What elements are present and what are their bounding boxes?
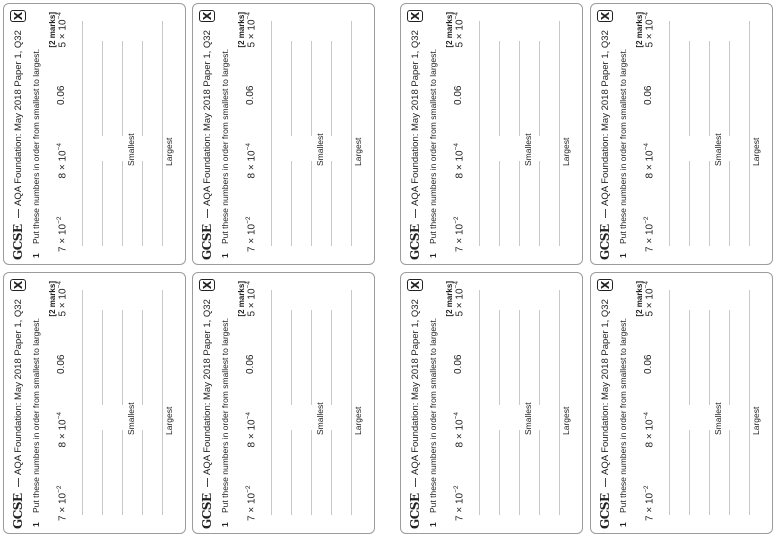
worksheet-card	[400, 3, 583, 265]
smallest-label: Smallest	[523, 133, 533, 166]
question-text: Put these numbers in order from smallest to largest.	[428, 317, 438, 513]
answer-line[interactable]	[749, 21, 750, 246]
number-base: 7 × 10	[454, 223, 466, 252]
card-header	[197, 10, 217, 260]
numbers-row	[643, 12, 655, 252]
number-item	[453, 86, 465, 105]
worksheet-card	[400, 272, 583, 534]
numbers-row	[56, 12, 68, 252]
question-line	[31, 279, 41, 527]
number-exponent: −4	[245, 12, 252, 20]
answer-line[interactable]	[291, 41, 292, 136]
card-header	[595, 10, 615, 260]
number-base: 0.06	[56, 85, 67, 105]
number-item	[453, 216, 465, 252]
number-item	[245, 12, 257, 48]
numbers-row	[245, 12, 257, 252]
number-item	[643, 355, 655, 374]
card-header	[595, 279, 615, 529]
number-exponent: −2	[245, 216, 252, 224]
answer-line[interactable]	[709, 430, 710, 515]
exam-title: AQA Foundation: May 2018 Paper 1, Q32	[409, 30, 421, 206]
number-item	[643, 143, 655, 179]
maths-logo-icon	[10, 10, 26, 22]
answer-line[interactable]	[311, 41, 312, 136]
number-base: 7 × 10	[644, 492, 656, 521]
header-dash	[207, 478, 208, 487]
logo-glyph: X	[200, 11, 214, 21]
answer-line[interactable]	[519, 41, 520, 136]
worksheet-sheet	[401, 273, 583, 534]
number-base: 7 × 10	[454, 492, 466, 521]
question-text: Put these numbers in order from smallest to largest.	[31, 48, 41, 244]
answer-line[interactable]	[559, 21, 560, 246]
question-line	[618, 10, 628, 258]
answer-line[interactable]	[82, 290, 83, 515]
number-exponent: −4	[643, 12, 650, 20]
answer-line[interactable]	[749, 290, 750, 515]
number-item	[453, 485, 465, 521]
question-text: Put these numbers in order from smallest to largest.	[220, 317, 230, 513]
answer-line[interactable]	[102, 41, 103, 136]
question-text: Put these numbers in order from smallest to largest.	[618, 48, 628, 244]
answer-line[interactable]	[669, 21, 670, 246]
worksheet-card	[3, 272, 186, 534]
answer-line[interactable]	[669, 290, 670, 515]
number-exponent: −2	[643, 485, 650, 493]
worksheet-sheet	[591, 273, 773, 534]
number-item	[56, 281, 68, 317]
question-line	[220, 10, 230, 258]
answer-line[interactable]	[102, 161, 103, 246]
question-text: Put these numbers in order from smallest to largest.	[31, 317, 41, 513]
answer-line[interactable]	[271, 290, 272, 515]
answer-line[interactable]	[519, 310, 520, 405]
header-dash	[605, 209, 606, 218]
answer-line[interactable]	[539, 430, 540, 515]
question-number: 1	[31, 522, 41, 527]
numbers-row	[453, 281, 465, 521]
exam-title: AQA Foundation: May 2018 Paper 1, Q32	[201, 299, 213, 475]
number-exponent: −4	[643, 281, 650, 289]
number-base: 8 × 10	[57, 419, 69, 448]
number-exponent: −4	[453, 281, 460, 289]
question-line	[31, 10, 41, 258]
number-item	[453, 143, 465, 179]
logo-glyph: X	[408, 11, 422, 21]
number-base: 8 × 10	[644, 150, 656, 179]
smallest-label: Smallest	[126, 402, 136, 435]
answer-line[interactable]	[291, 430, 292, 515]
question-text: Put these numbers in order from smallest to largest.	[428, 48, 438, 244]
header-dash	[605, 478, 606, 487]
question-number: 1	[31, 253, 41, 258]
logo-glyph: X	[11, 280, 25, 290]
answer-line[interactable]	[479, 21, 480, 246]
question-number: 1	[618, 253, 628, 258]
number-exponent: −2	[453, 216, 460, 224]
answer-line[interactable]	[311, 430, 312, 515]
question-number: 1	[428, 253, 438, 258]
answer-line[interactable]	[729, 161, 730, 246]
answer-line[interactable]	[539, 161, 540, 246]
number-item	[453, 412, 465, 448]
largest-label: Largest	[353, 137, 363, 166]
answer-line[interactable]	[331, 310, 332, 405]
gcse-brand: GCSE	[408, 224, 422, 260]
exam-title: AQA Foundation: May 2018 Paper 1, Q32	[12, 30, 24, 206]
answer-line[interactable]	[162, 21, 163, 246]
answer-line[interactable]	[499, 310, 500, 405]
marks-label: [2 marks]	[237, 12, 246, 48]
header-dash	[415, 209, 416, 218]
number-base: 5 × 10	[454, 288, 466, 317]
card-header	[8, 10, 28, 260]
answer-line[interactable]	[479, 290, 480, 515]
answer-line[interactable]	[142, 161, 143, 246]
number-base: 8 × 10	[57, 150, 69, 179]
number-base: 7 × 10	[246, 492, 258, 521]
number-item	[643, 281, 655, 317]
maths-logo-icon	[10, 279, 26, 291]
number-exponent: −2	[56, 216, 63, 224]
number-exponent: −4	[245, 411, 252, 420]
numbers-row	[643, 281, 655, 521]
number-item	[643, 412, 655, 448]
answer-line[interactable]	[709, 161, 710, 246]
number-item	[453, 281, 465, 317]
card-header	[405, 10, 425, 260]
marks-label: [2 marks]	[445, 12, 454, 48]
question-text: Put these numbers in order from smallest to largest.	[618, 317, 628, 513]
answer-line[interactable]	[331, 430, 332, 515]
worksheet-sheet	[4, 273, 186, 534]
number-base: 5 × 10	[246, 288, 258, 317]
marks-label: [2 marks]	[635, 12, 644, 48]
number-base: 5 × 10	[644, 19, 656, 48]
number-exponent: −2	[56, 485, 63, 493]
number-base: 7 × 10	[246, 223, 258, 252]
number-item	[56, 485, 68, 521]
number-item	[245, 143, 257, 179]
worksheet-card	[192, 272, 375, 534]
answer-line[interactable]	[729, 430, 730, 515]
worksheet-sheet	[591, 4, 773, 265]
number-exponent: −4	[56, 12, 63, 20]
answer-line[interactable]	[142, 430, 143, 515]
question-number: 1	[220, 253, 230, 258]
number-base: 8 × 10	[246, 419, 258, 448]
smallest-label: Smallest	[315, 133, 325, 166]
number-base: 0.06	[453, 85, 464, 105]
largest-label: Largest	[164, 137, 174, 166]
number-exponent: −4	[56, 281, 63, 289]
answer-line[interactable]	[539, 41, 540, 136]
numbers-row	[56, 281, 68, 521]
largest-label: Largest	[751, 137, 761, 166]
answer-line[interactable]	[82, 21, 83, 246]
number-base: 5 × 10	[246, 19, 258, 48]
gcse-brand: GCSE	[200, 224, 214, 260]
exam-title: AQA Foundation: May 2018 Paper 1, Q32	[201, 30, 213, 206]
number-base: 5 × 10	[644, 288, 656, 317]
largest-label: Largest	[353, 406, 363, 435]
answer-line[interactable]	[729, 41, 730, 136]
smallest-label: Smallest	[713, 133, 723, 166]
answer-line[interactable]	[102, 310, 103, 405]
number-base: 8 × 10	[246, 150, 258, 179]
maths-logo-icon	[199, 279, 215, 291]
number-base: 8 × 10	[644, 419, 656, 448]
number-item	[643, 485, 655, 521]
number-exponent: −4	[453, 411, 460, 420]
number-item	[453, 355, 465, 374]
gcse-brand: GCSE	[11, 224, 25, 260]
number-item	[245, 281, 257, 317]
maths-logo-icon	[199, 10, 215, 22]
answer-line[interactable]	[271, 21, 272, 246]
answer-line[interactable]	[102, 430, 103, 515]
answer-line[interactable]	[311, 310, 312, 405]
number-item	[245, 412, 257, 448]
number-item	[56, 355, 68, 374]
answer-line[interactable]	[689, 41, 690, 136]
answer-line[interactable]	[519, 430, 520, 515]
numbers-row	[453, 12, 465, 252]
number-item	[56, 86, 68, 105]
card-header	[405, 279, 425, 529]
number-exponent: −2	[643, 216, 650, 224]
answer-line[interactable]	[709, 310, 710, 405]
number-base: 5 × 10	[454, 19, 466, 48]
smallest-label: Smallest	[315, 402, 325, 435]
numbers-row	[245, 281, 257, 521]
answer-line[interactable]	[331, 41, 332, 136]
largest-label: Largest	[561, 406, 571, 435]
answer-line[interactable]	[311, 161, 312, 246]
number-base: 0.06	[453, 354, 464, 374]
number-item	[643, 86, 655, 105]
marks-label: [2 marks]	[635, 281, 644, 317]
number-exponent: −4	[56, 142, 63, 151]
number-base: 8 × 10	[454, 419, 466, 448]
header-dash	[207, 209, 208, 218]
exam-title: AQA Foundation: May 2018 Paper 1, Q32	[12, 299, 24, 475]
number-base: 7 × 10	[57, 223, 69, 252]
number-base: 0.06	[643, 85, 654, 105]
worksheet-card	[590, 272, 773, 534]
maths-logo-icon	[597, 10, 613, 22]
number-exponent: −4	[643, 411, 650, 420]
largest-label: Largest	[561, 137, 571, 166]
logo-glyph: X	[408, 280, 422, 290]
answer-line[interactable]	[291, 161, 292, 246]
answer-line[interactable]	[499, 41, 500, 136]
answer-line[interactable]	[142, 41, 143, 136]
number-exponent: −2	[245, 485, 252, 493]
exam-title: AQA Foundation: May 2018 Paper 1, Q32	[599, 30, 611, 206]
number-base: 0.06	[56, 354, 67, 374]
number-base: 7 × 10	[57, 492, 69, 521]
answer-line[interactable]	[689, 430, 690, 515]
number-item	[245, 485, 257, 521]
logo-glyph: X	[200, 280, 214, 290]
marks-label: [2 marks]	[48, 12, 57, 48]
gcse-brand: GCSE	[200, 493, 214, 529]
answer-line[interactable]	[122, 310, 123, 405]
logo-glyph: X	[11, 11, 25, 21]
header-dash	[18, 209, 19, 218]
number-exponent: −4	[245, 142, 252, 151]
answer-line[interactable]	[689, 161, 690, 246]
worksheet-card	[590, 3, 773, 265]
answer-line[interactable]	[499, 161, 500, 246]
answer-line[interactable]	[499, 430, 500, 515]
number-exponent: −2	[453, 485, 460, 493]
worksheet-card	[3, 3, 186, 265]
answer-line[interactable]	[519, 161, 520, 246]
number-base: 8 × 10	[454, 150, 466, 179]
number-item	[245, 86, 257, 105]
card-header	[8, 279, 28, 529]
number-exponent: −4	[56, 411, 63, 420]
worksheet-card	[192, 3, 375, 265]
card-header	[197, 279, 217, 529]
number-item	[245, 355, 257, 374]
answer-line[interactable]	[351, 290, 352, 515]
number-item	[56, 412, 68, 448]
number-item	[56, 143, 68, 179]
largest-label: Largest	[164, 406, 174, 435]
maths-logo-icon	[407, 279, 423, 291]
answer-line[interactable]	[729, 310, 730, 405]
gcse-brand: GCSE	[408, 493, 422, 529]
worksheet-sheet	[193, 273, 375, 534]
number-item	[643, 12, 655, 48]
gcse-brand: GCSE	[598, 493, 612, 529]
answer-line[interactable]	[559, 290, 560, 515]
number-item	[643, 216, 655, 252]
question-number: 1	[618, 522, 628, 527]
question-line	[428, 10, 438, 258]
maths-logo-icon	[597, 279, 613, 291]
gcse-brand: GCSE	[11, 493, 25, 529]
answer-line[interactable]	[689, 310, 690, 405]
number-item	[453, 12, 465, 48]
question-line	[618, 279, 628, 527]
logo-glyph: X	[598, 280, 612, 290]
number-item	[245, 216, 257, 252]
number-item	[56, 12, 68, 48]
answer-line[interactable]	[122, 41, 123, 136]
gcse-brand: GCSE	[598, 224, 612, 260]
marks-label: [2 marks]	[48, 281, 57, 317]
number-exponent: −4	[245, 281, 252, 289]
answer-line[interactable]	[122, 161, 123, 246]
question-number: 1	[220, 522, 230, 527]
number-base: 0.06	[643, 354, 654, 374]
answer-line[interactable]	[709, 41, 710, 136]
number-base: 0.06	[245, 354, 256, 374]
question-line	[428, 279, 438, 527]
largest-label: Largest	[751, 406, 761, 435]
answer-line[interactable]	[162, 290, 163, 515]
maths-logo-icon	[407, 10, 423, 22]
number-exponent: −4	[453, 142, 460, 151]
number-exponent: −4	[643, 142, 650, 151]
question-text: Put these numbers in order from smallest to largest.	[220, 48, 230, 244]
marks-label: [2 marks]	[237, 281, 246, 317]
number-base: 0.06	[245, 85, 256, 105]
logo-glyph: X	[598, 11, 612, 21]
answer-line[interactable]	[142, 310, 143, 405]
worksheet-sheet	[193, 4, 375, 265]
question-line	[220, 279, 230, 527]
answer-line[interactable]	[291, 310, 292, 405]
header-dash	[18, 478, 19, 487]
worksheet-sheet	[4, 4, 186, 265]
number-base: 7 × 10	[644, 223, 656, 252]
answer-line[interactable]	[331, 161, 332, 246]
answer-line[interactable]	[351, 21, 352, 246]
number-exponent: −4	[453, 12, 460, 20]
number-base: 5 × 10	[57, 288, 69, 317]
smallest-label: Smallest	[126, 133, 136, 166]
answer-line[interactable]	[122, 430, 123, 515]
number-base: 5 × 10	[57, 19, 69, 48]
marks-label: [2 marks]	[445, 281, 454, 317]
smallest-label: Smallest	[523, 402, 533, 435]
exam-title: AQA Foundation: May 2018 Paper 1, Q32	[409, 299, 421, 475]
worksheet-sheet	[401, 4, 583, 265]
header-dash	[415, 478, 416, 487]
exam-title: AQA Foundation: May 2018 Paper 1, Q32	[599, 299, 611, 475]
answer-line[interactable]	[539, 310, 540, 405]
number-item	[56, 216, 68, 252]
question-number: 1	[428, 522, 438, 527]
smallest-label: Smallest	[713, 402, 723, 435]
